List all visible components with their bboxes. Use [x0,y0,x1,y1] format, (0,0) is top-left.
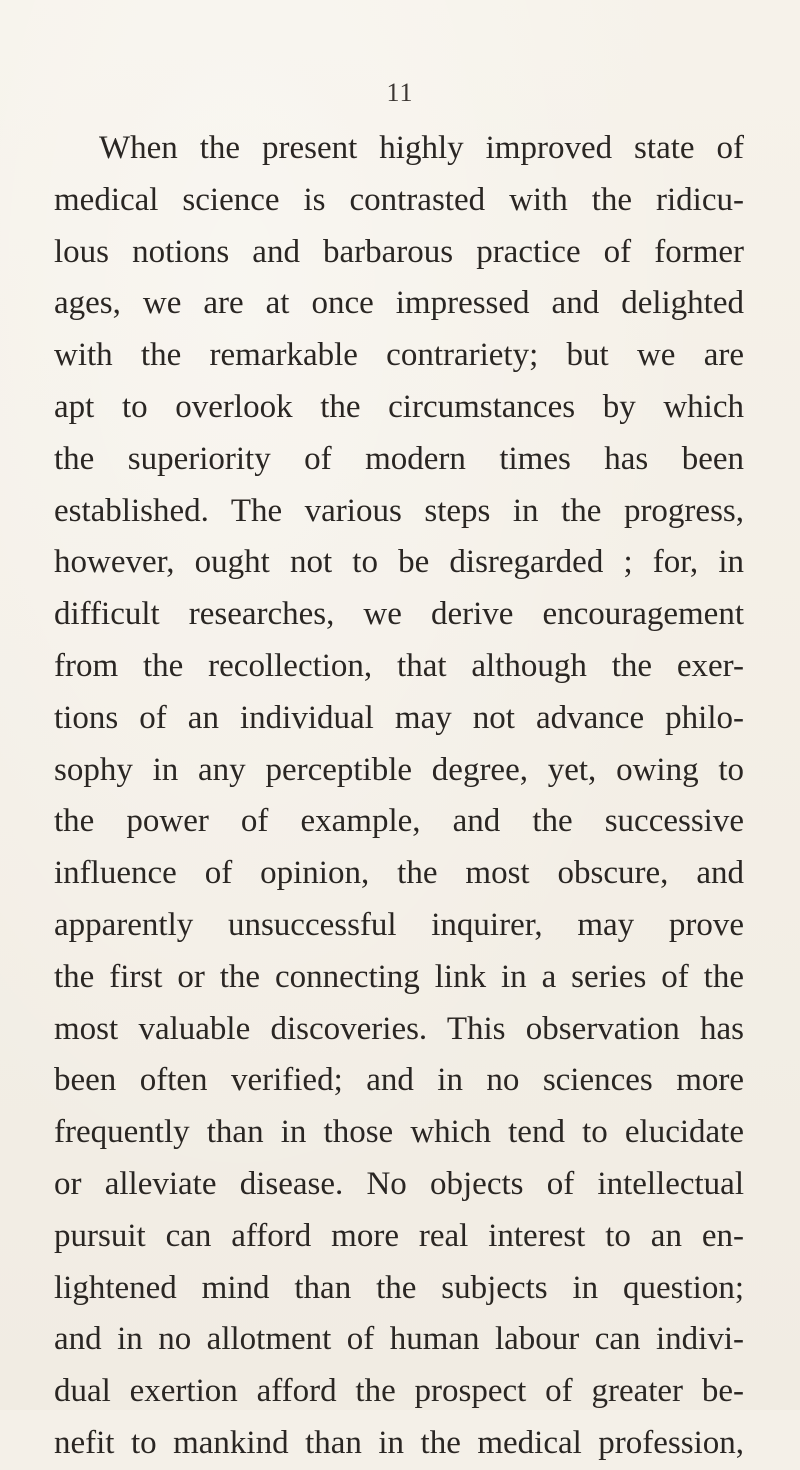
text-line: or alleviate disease. No objects of intellectual [54,1165,744,1202]
text-line: lous notions and barbarous practice of former [54,233,744,270]
text-line: pursuit can afford more real interest to an en- [54,1217,744,1254]
text-line: When the present highly improved state of [99,130,744,166]
text-line: frequently than in those which tend to elucidate [54,1114,744,1151]
text-line: dual exertion afford the prospect of greater be- [54,1373,744,1410]
text-line: difficult researches, we derive encouragement [54,596,744,633]
text-line: tions of an individual may not advance philo- [54,699,744,736]
text-line: however, ought not to be disregarded ; for, in [54,544,744,581]
text-line: and in no allotment of human labour can indivi- [54,1321,744,1358]
text-line: the superiority of modern times has been [54,440,744,477]
text-line: apparently unsuccessful inquirer, may prove [54,906,744,943]
text-line: sophy in any perceptible degree, yet, owing to [54,751,744,788]
page-number: 11 [386,78,414,107]
text-line: ages, we are at once impressed and delighted [54,285,744,322]
text-line: from the recollection, that although the exer- [54,647,744,684]
text-line: influence of opinion, the most obscure, and [54,855,744,892]
text-line: most valuable discoveries. This observation has [54,1010,744,1047]
text-line: been often verified; and in no sciences more [54,1062,744,1099]
text-line: lightened mind than the subjects in question; [54,1269,744,1306]
text-line: the first or the connecting link in a series of the [54,958,744,995]
text-line: the power of example, and the successive [54,803,744,840]
text-line: apt to overlook the circumstances by which [54,388,744,425]
text-line: medical science is contrasted with the ridicu- [54,181,744,218]
text-line: nefit to mankind than in the medical profession, [54,1424,744,1461]
text-line: established. The various steps in the progress, [54,492,744,529]
body-text [54,123,744,1470]
text-line: with the remarkable contrariety; but we are [54,337,744,374]
